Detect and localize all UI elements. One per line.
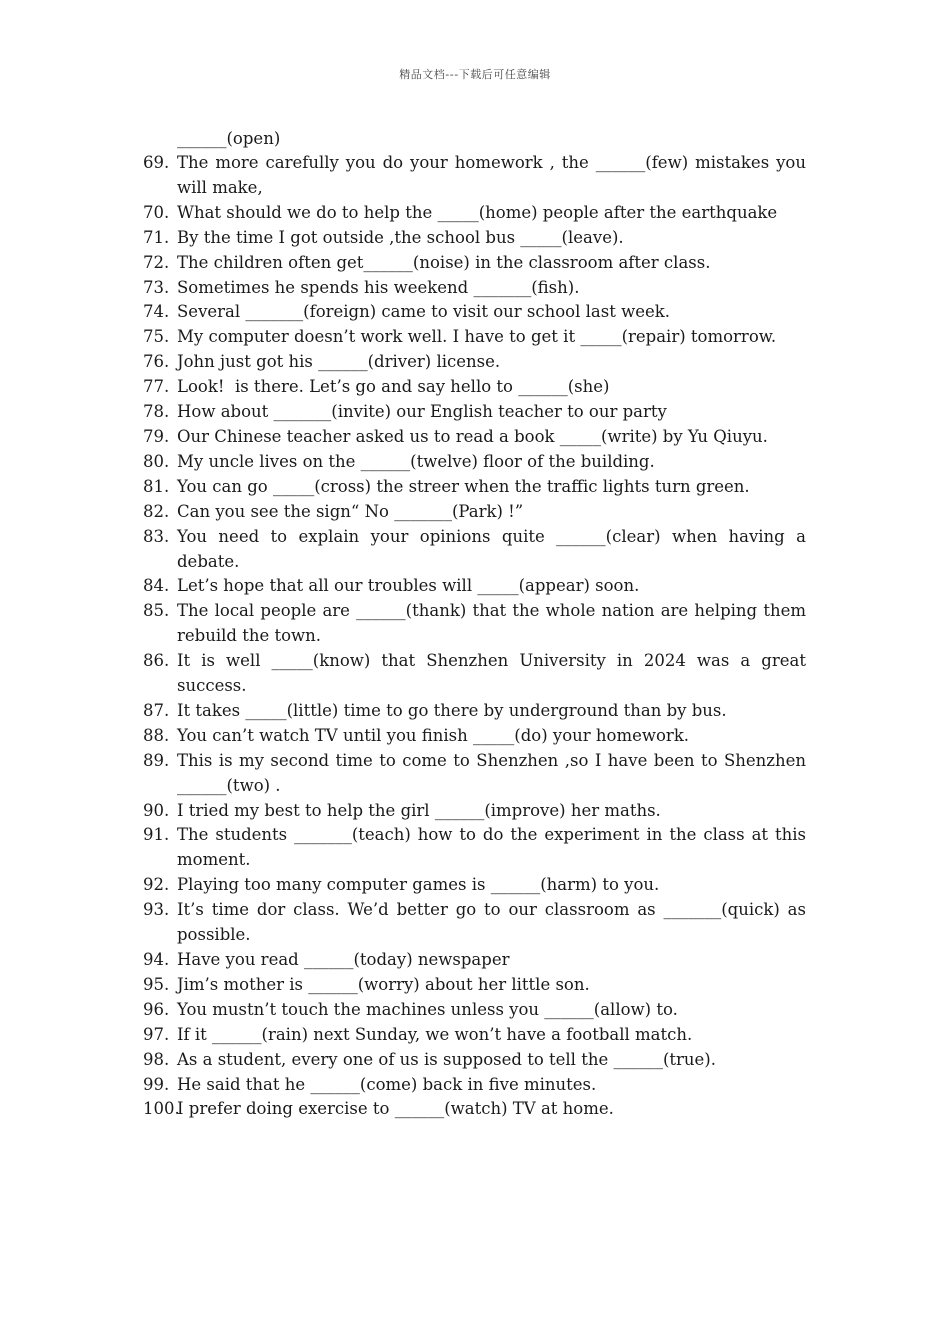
question-text: The children often get______(noise) in the classroom after class. [177,252,711,272]
question-number: 98. [143,1049,170,1069]
question-item [143,649,812,699]
question-text: It is well _____(know) that Shenzhen University in 2024 was a great success. [177,651,812,696]
question-number: 94. [143,950,170,969]
question-item [143,201,806,226]
question-item [143,475,806,500]
question-text: He said that he ______(come) back in five minutes. [177,1074,597,1094]
question-text: You can’t watch TV until you finish _____(do) your homework. [177,725,690,745]
question-item [143,226,806,251]
question-number: 80. [143,451,170,471]
question-text: As a student, every one of us is supposed to tell the ______(true). [177,1049,716,1069]
question-item [143,325,806,350]
question-number: 89. [143,750,170,770]
question-number: 70. [143,202,170,222]
question-number: 97. [143,1024,170,1044]
question-item [143,1073,806,1098]
question-number: 81. [143,476,170,496]
question-number: 69. [143,153,170,172]
question-text: This is my second time to come to Shenzhen ,so I have been to Shenzhen ______(two) . [177,750,812,795]
question-text: Our Chinese teacher asked us to read a book _____(write) by Yu Qiuyu. [177,426,768,446]
question-number: 87. [143,700,170,720]
question-number: 72. [143,252,170,272]
question-text: Jim’s mother is ______(worry) about her little son. [177,974,590,994]
question-item [143,749,812,799]
question-text: The students _______(teach) how to do the experiment in the class at this moment. [177,825,812,870]
question-text: It’s time dor class. We’d better go to our classroom as _______(quick) as possible. [177,900,812,945]
question-item [143,823,812,873]
question-text: Can you see the sign“ No _______(Park) !” [177,501,524,521]
question-text: My uncle lives on the ______(twelve) floor of the building. [177,451,655,471]
question-item [143,450,806,475]
question-number: 93. [143,900,170,920]
question-number: 88. [143,725,170,745]
question-item [143,1023,806,1048]
page-header: 精品文档---下载后可任意编辑 [399,68,551,81]
question-text: Let’s hope that all our troubles will _____(appear) soon. [177,576,640,596]
question-number: 83. [143,526,170,546]
question-item [143,699,806,724]
question-text: You mustn’t touch the machines unless you ______(allow) to. [177,999,678,1019]
question-text: Playing too many computer games is ______(harm) to you. [177,875,660,895]
question-number: 95. [143,974,170,994]
question-number: 99. [143,1074,170,1094]
question-text: It takes _____(little) time to go there by underground than by bus. [177,700,727,720]
question-number: 79. [143,426,170,446]
question-number: 77. [143,377,170,397]
question-item [143,276,806,301]
question-text: My computer doesn’t work well. I have to get it _____(repair) tomorrow. [177,327,777,347]
question-text: The more carefully you do your homework , the ______(few) mistakes you will make, [177,153,812,197]
question-text: Look! is there. Let’s go and say hello to ______(she) [177,377,610,397]
question-text: How about _______(invite) our English teacher to our party [177,402,667,422]
question-text: Sometimes he spends his weekend _______(fish). [177,277,580,297]
question-item [143,375,806,400]
question-item [143,973,806,998]
question-item [143,898,812,948]
question-text: John just got his ______(driver) license. [177,352,501,372]
question-number: 74. [143,302,170,322]
question-number: 96. [143,999,170,1019]
question-text: What should we do to help the _____(home) people after the earthquake [177,202,778,222]
question-68-continuation: ______(open) [177,129,281,148]
question-item [143,400,806,425]
question-number: 100. [143,1099,180,1119]
question-item [143,151,812,201]
question-text: By the time I got outside ,the school bus _____(leave). [177,227,624,247]
question-number: 90. [143,800,170,820]
question-item [143,799,806,824]
question-item [143,251,806,276]
question-item [143,724,806,749]
question-number: 86. [143,651,170,671]
question-number: 84. [143,576,170,596]
question-item [143,500,806,525]
question-item [143,998,806,1023]
question-number: 91. [143,825,170,845]
question-number: 85. [143,601,170,621]
question-text: I tried my best to help the girl ______(improve) her maths. [177,800,661,820]
question-number: 73. [143,277,170,297]
question-item [143,1048,806,1073]
question-text: You can go _____(cross) the streer when the traffic lights turn green. [177,476,750,496]
question-number: 76. [143,352,170,372]
question-text: You need to explain your opinions quite ______(clear) when having a debate. [177,526,812,571]
question-number: 71. [143,227,170,247]
question-item [143,948,806,973]
question-number: 82. [143,501,170,521]
question-text: I prefer doing exercise to ______(watch) TV at home. [177,1099,614,1119]
question-text: Several _______(foreign) came to visit our school last week. [177,302,670,322]
question-item [143,574,806,599]
question-item [143,425,806,450]
question-item [143,300,806,325]
question-number: 92. [143,875,170,895]
question-item [143,525,812,575]
question-item [143,350,806,375]
question-number: 78. [143,402,170,422]
question-text: Have you read ______(today) newspaper [177,950,510,969]
question-text: The local people are ______(thank) that the whole nation are helping them rebuild the town. [177,601,812,646]
question-number: 75. [143,327,170,347]
question-item [143,599,812,649]
question-text: If it ______(rain) next Sunday, we won’t have a football match. [177,1024,693,1044]
question-item [143,873,806,898]
question-list [143,151,812,1122]
question-item [143,1097,806,1122]
